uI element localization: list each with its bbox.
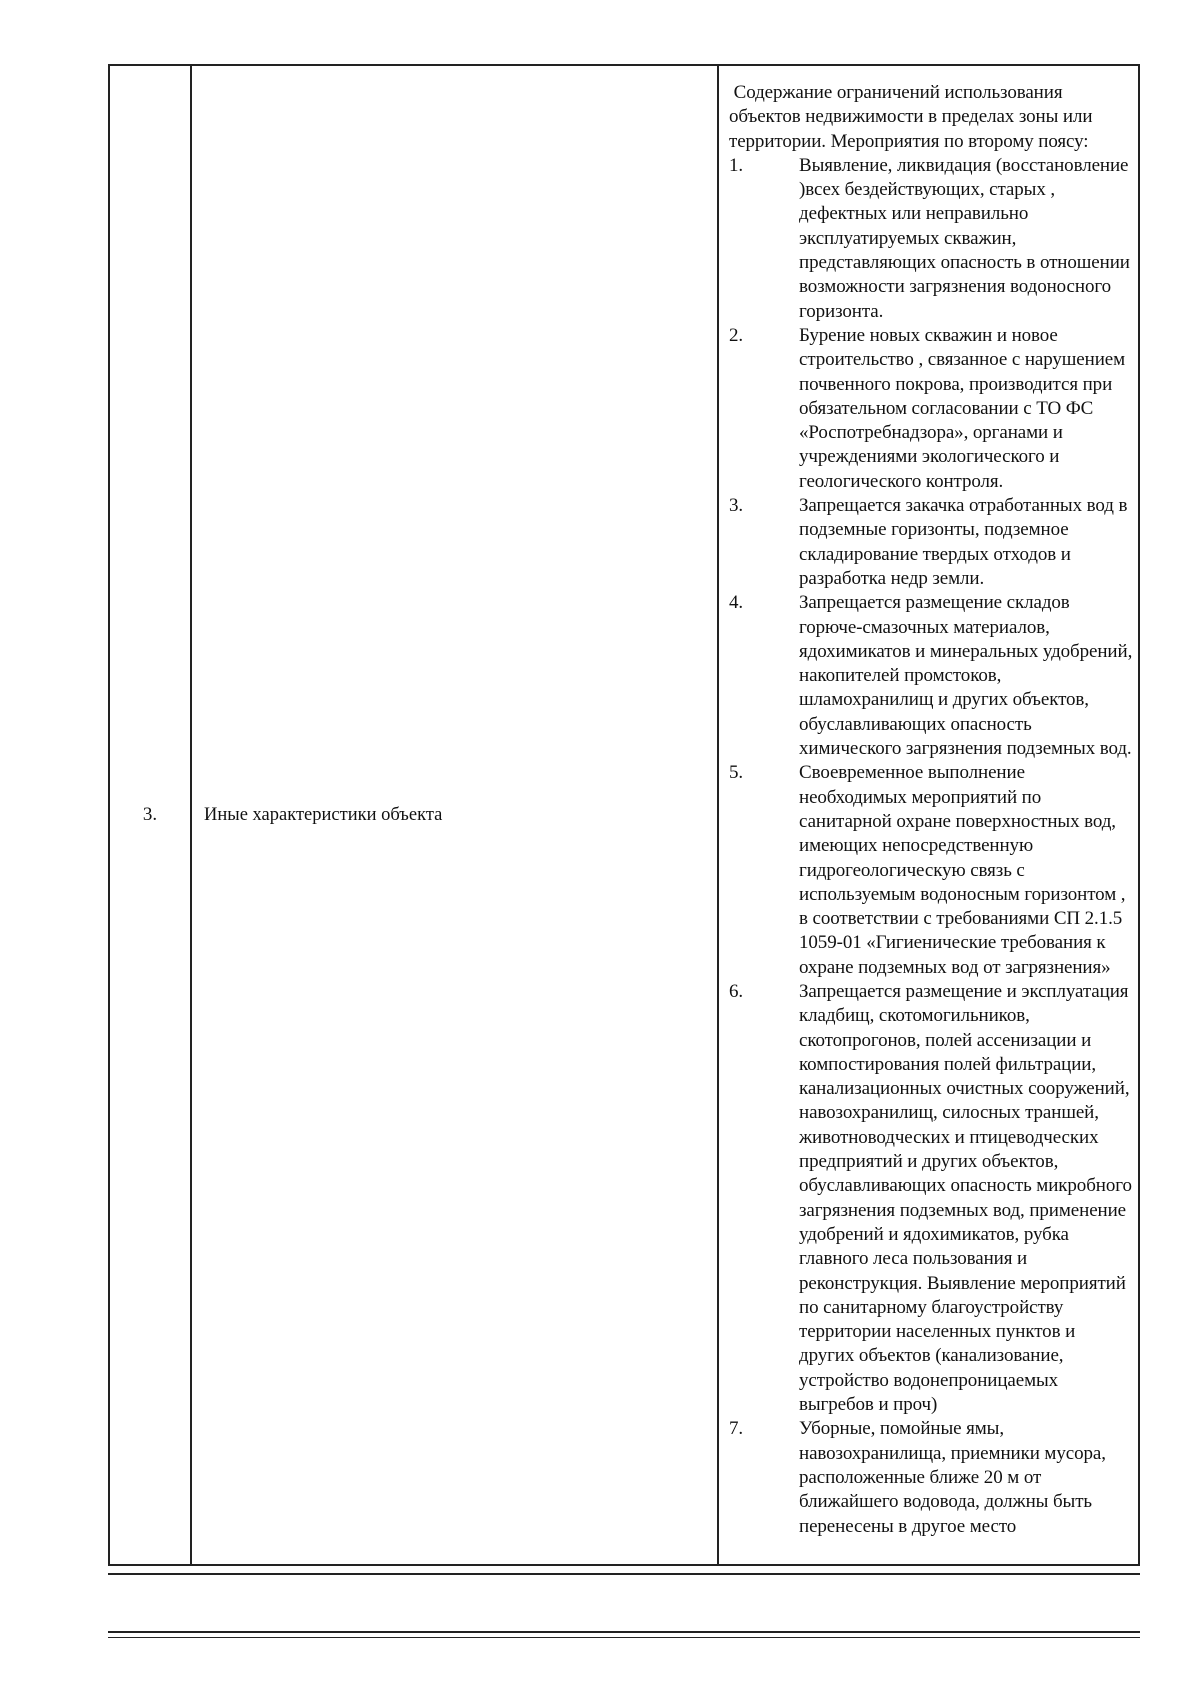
characteristics-table bbox=[108, 64, 1140, 1566]
row-name: Иные характеристики объекта bbox=[191, 65, 718, 1565]
list-item-number: 5. bbox=[729, 762, 744, 784]
list-item-number: 7. bbox=[729, 1418, 744, 1440]
list-item-text: Своевременное выполнение необходимых мероприятий по санитарной охране поверхностных вод, имеющих непосредственную гидрогеологическую связь с используемым водоносным горизонтом , в соответствии с требованиями СП 2.1.5 1059-01 «Гигиенические требования к охране подземных вод от загрязнения» bbox=[799, 762, 1126, 978]
list-item-text: Запрещается размещение и эксплуатация кладбищ, скотомогильников, скотопрогонов, полей ассенизации и компостирования полей фильтрации, канализационных очистных сооружений, навозохранилищ, силосных траншей, животноводческих и птицеводческих предприятий и других объектов, обуславливающих опасность микробного загрязнения подземных вод, применение удобрений и ядохимикатов, рубка главного леса пользования и реконструкция. Выявление мероприятий по санитарному благоустройству территории населенных пунктов и других объектов (канализование, устройство водонепроницаемых выгребов и проч) bbox=[799, 980, 1132, 1416]
next-table-top-rule bbox=[108, 1631, 1140, 1633]
list-item-text: Запрещается размещение складов горюче-смазочных материалов, ядохимикатов и минеральных удобрений, накопителей промстоков, шламохранилищ и других объектов, обуславливающих опасность химического загрязнения подземных вод. bbox=[799, 592, 1133, 760]
list-item-number: 6. bbox=[729, 980, 744, 1002]
restrictions-list bbox=[729, 154, 1134, 1539]
list-item bbox=[729, 591, 1134, 761]
list-item bbox=[729, 494, 1134, 591]
table-row bbox=[109, 65, 1139, 1565]
list-item bbox=[729, 324, 1134, 494]
list-item-number: 1. bbox=[729, 154, 744, 176]
list-item bbox=[729, 980, 1134, 1417]
list-item-text: Выявление, ликвидация (восстановление )всех бездействующих, старых , дефектных или неправильно эксплуатируемых скважин, представляющих опасность в отношении возможности загрязнения водоносного горизонта. bbox=[799, 154, 1130, 322]
list-item bbox=[729, 154, 1134, 324]
table-bottom-rule bbox=[108, 1573, 1140, 1575]
content-intro: Содержание ограничений использования объектов недвижимости в пределах зоны или территории. Мероприятия по второму поясу: bbox=[729, 82, 1098, 152]
list-item bbox=[729, 761, 1134, 980]
list-item-number: 2. bbox=[729, 324, 744, 346]
list-item-text: Бурение новых скважин и новое строительство , связанное с нарушением почвенного покрова, производится при обязательном согласовании с ТО ФС «Роспотребнадзора», органами и учреждениями экологического и геологического контроля. bbox=[799, 324, 1126, 492]
list-item-number: 3. bbox=[729, 495, 744, 517]
list-item-text: Уборные, помойные ямы, навозохранилища, приемники мусора, расположенные ближе 20 м от ближайшего водовода, должны быть перенесены в другое место bbox=[799, 1418, 1106, 1537]
row-number: 3. bbox=[109, 65, 191, 1565]
list-item-number: 4. bbox=[729, 592, 744, 614]
next-table-top-rule-inner bbox=[108, 1637, 1140, 1638]
list-item bbox=[729, 1417, 1134, 1538]
row-content bbox=[718, 65, 1139, 1565]
list-item-text: Запрещается закачка отработанных вод в подземные горизонты, подземное складирование твердых отходов и разработка недр земли. bbox=[799, 495, 1128, 589]
